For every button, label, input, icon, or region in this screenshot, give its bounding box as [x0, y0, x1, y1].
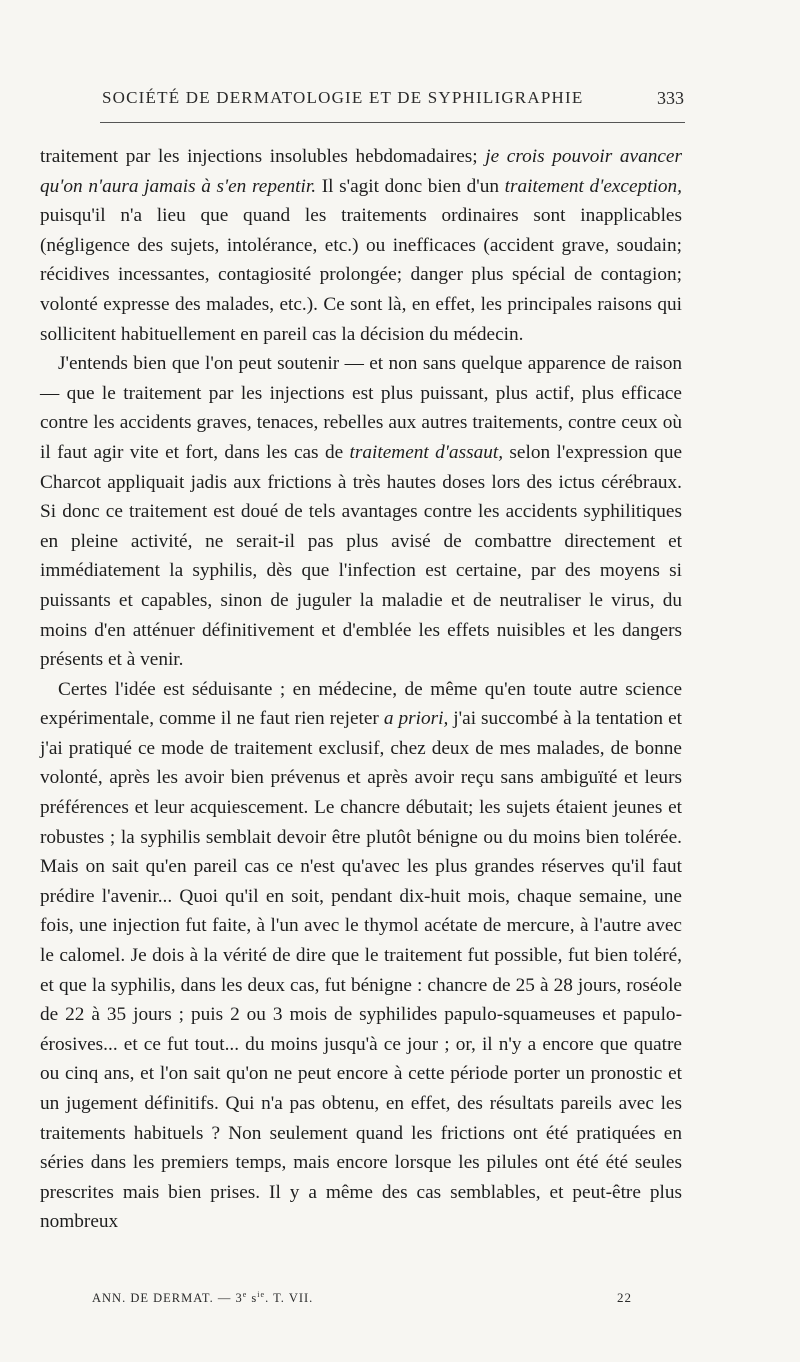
- italic-text-run: traitement d'assaut,: [349, 441, 504, 463]
- footer-journal-reference: [92, 1290, 313, 1306]
- text-run: J'entends bien que l'on peut soutenir — et non sans quelque apparence de raison — que le traitement par les injections est plus puissant, plus actif, plus efficace contre les accidents graves, tenaces, rebelles aux autres traitements, contre ceux où il faut agir vite et fort, dans les cas de: [40, 353, 682, 463]
- text-run: j'ai succombé à la tentation et j'ai pratiqué ce mode de traitement exclusif, chez deux de mes malades, de bonne volonté, après les avoir bien prévenus et après avoir reçu sans ambiguïté et leurs préférences et leur acquiescement. Le chancre débutait; les sujets étaient jeunes et robustes ; la syphilis semblait devoir être plutôt bénigne ou du moins bien tolérée. Mais on sait qu'en pareil cas ce n'est qu'avec les plus grandes réserves qu'il faut prédire l'avenir... Quoi qu'il en soit, pendant dix-huit mois, chaque semaine, une fois, une injection fut faite, à l'un avec le thymol acétate de mercure, à l'autre avec le calomel. Je dois à la vérité de dire que le traitement fut possible, fut bien toléré, et que la syphilis, dans les deux cas, fut bénigne : chancre de 25 à 28 jours, roséole de 22 à 35 jours ; puis 2 ou 3 mois de syphilides papulo-squameuses et papulo-érosives... et ce fut tout... du moins jusqu'à ce jour ; or, il n'y a encore que quatre ou cinq ans, et l'on sait qu'on ne peut encore à cette période porter un pronostic et un jugement définitifs. Qui n'a pas obtenu, en effet, des résultats pareils avec les traitements habituels ? Non seulement quand les frictions ont été pratiquées en séries dans les premiers temps, mais encore lorsque les pilules ont été été seules prescrites mais bien prises. Il y a même des cas semblables, et peut-être plus nombreux: [40, 708, 682, 1233]
- italic-text-run: traitement d'exception,: [504, 175, 683, 197]
- footer-journal-text: ANN. DE DERMAT. — 3: [92, 1291, 243, 1305]
- paragraph: [40, 349, 682, 675]
- footer-journal-text: . T. VII.: [265, 1291, 314, 1305]
- body-text: [40, 142, 682, 1237]
- signature-mark: 22: [617, 1290, 632, 1305]
- text-run: Il s'agit donc bien d'un: [316, 175, 505, 197]
- italic-text-run: je crois pouvoir avancer qu'on n'aura jamais à s'en repentir.: [40, 146, 682, 197]
- text-run: puisqu'il n'a lieu que quand les traitements ordinaires sont inapplicables (négligence des sujets, intolérance, etc.) ou inefficaces (accident grave, soudain; récidives incessantes, contagiosité prolongée; danger plus spécial de contagion; volonté expresse des malades, etc.). Ce sont là, en effet, les principales raisons qui sollicitent habituellement en pareil cas la décision du médecin.: [40, 205, 682, 345]
- text-run: Certes l'idée est séduisante ; en médecine, de même qu'en toute autre science expérimentale, comme il ne faut rien rejeter: [40, 678, 682, 730]
- running-head: [102, 88, 684, 112]
- paragraph: [40, 142, 682, 349]
- text-run: traitement par les injections insolubles hebdomadaires;: [40, 146, 486, 167]
- page-footer: [92, 1290, 632, 1310]
- page-number: 333: [657, 88, 684, 108]
- italic-text-run: a priori,: [383, 708, 449, 730]
- footer-superscript: e: [242, 1290, 248, 1299]
- text-run: selon l'expression que Charcot appliquait jadis aux frictions à très hautes doses lors des ictus cérébraux. Si donc ce traitement est doué de tels avantages contre les accidents syphilitiques en pleine activité, ne serait-il pas plus avisé de combattre directement et immédiatement la syphilis, dès que l'infection est certaine, par des moyens si puissants et capables, sinon de juguler la maladie et de neutraliser le virus, du moins d'en atténuer définitivement et d'emblée les effets nuisibles et les dangers présents et à venir.: [40, 441, 683, 671]
- paragraph: [40, 675, 682, 1237]
- header-rule: [100, 122, 685, 123]
- running-title: SOCIÉTÉ DE DERMATOLOGIE ET DE SYPHILIGRAPHIE: [102, 88, 584, 107]
- footer-journal-text: s: [247, 1291, 258, 1305]
- footer-superscript: ie: [257, 1290, 266, 1299]
